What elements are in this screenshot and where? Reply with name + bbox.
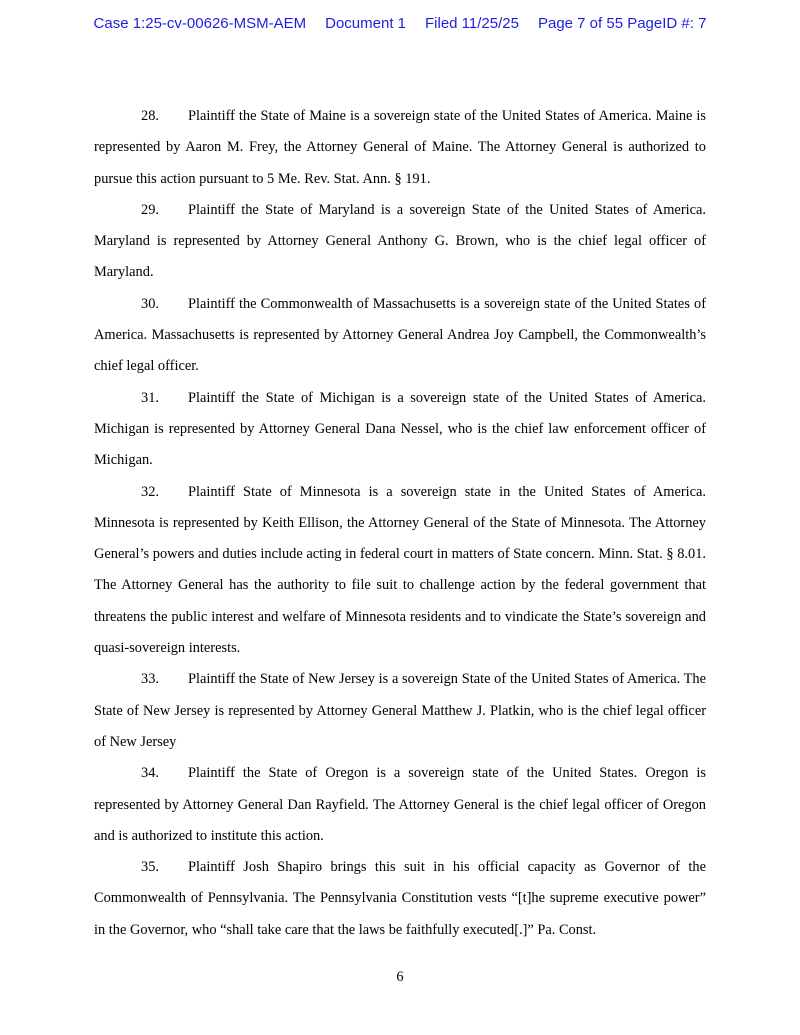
paragraph-30 xyxy=(94,289,706,383)
paragraph-31 xyxy=(94,383,706,477)
paragraph-text: Plaintiff State of Minnesota is a sovereign state in the United States of America. Minnesota is represented by Keith Ellison, the Attorney General of the State of Minnesota. The Attorney General’s powers and duties include acting in federal court in matters of State concern. Minn. Stat. § 8.01. The Attorney General has the authority to file suit to challenge action by the federal government that threatens the public interest and welfare of Minnesota residents and to vindicate the State’s sovereign and quasi-sovereign interests. xyxy=(94,483,706,657)
paragraph-number: 33. xyxy=(141,671,159,688)
filed-date: Filed 11/25/25 xyxy=(425,15,519,32)
paragraph-text: Plaintiff Josh Shapiro brings this suit in his official capacity as Governor of the Commonwealth of Pennsylvania. The Pennsylvania Constitution vests “[t]he supreme executive power” in the Governor, who “shall take care that the laws be faithfully executed[.]” Pa. Const. xyxy=(94,859,706,938)
paragraph-text: Plaintiff the State of Oregon is a sovereign state of the United States. Oregon is represented by Attorney General Dan Rayfield. The Attorney General is the chief legal officer of Oregon and is authorized to institute this action. xyxy=(94,765,706,844)
paragraph-number: 35. xyxy=(141,859,159,876)
document-body xyxy=(94,101,706,946)
document-number: Document 1 xyxy=(325,15,406,32)
paragraph-number: 32. xyxy=(141,483,159,500)
paragraph-number: 31. xyxy=(141,389,159,406)
paragraph-number: 29. xyxy=(141,201,159,218)
paragraph-32 xyxy=(94,477,706,665)
paragraph-text: Plaintiff the State of New Jersey is a sovereign State of the United States of America. The State of New Jersey is represented by Attorney General Matthew J. Platkin, who is the chief legal officer of New Jersey xyxy=(94,671,706,750)
paragraph-text: Plaintiff the Commonwealth of Massachusetts is a sovereign state of the United States of America. Massachusetts is represented by Attorney General Andrea Joy Campbell, the Commonwealth’s chief legal officer. xyxy=(94,295,706,375)
page-info: Page 7 of 55 PageID #: 7 xyxy=(537,15,707,32)
paragraph-text: Plaintiff the State of Maryland is a sovereign State of the United States of America. Maryland is represented by Attorney General Anthony G. Brown, who is the chief legal officer of Maryland. xyxy=(94,201,706,281)
paragraph-34 xyxy=(94,758,706,852)
case-header xyxy=(0,15,800,32)
paragraph-number: 28. xyxy=(141,108,159,124)
paragraph-text: Plaintiff the State of Michigan is a sovereign state of the United States of America. Michigan is represented by Attorney General Dana Nessel, who is the chief law enforcement officer of Michigan. xyxy=(94,389,706,469)
paragraph-number: 30. xyxy=(141,295,159,312)
paragraph-29 xyxy=(94,195,706,289)
paragraph-33 xyxy=(94,664,706,758)
case-number: Case 1:25-cv-00626-MSM-AEM xyxy=(93,15,307,32)
page-number: 6 xyxy=(396,969,404,985)
paragraph-text: Plaintiff the State of Maine is a sovereign state of the United States of America. Maine is represented by Aaron M. Frey, the Attorney General of Maine. The Attorney General is authorized to pursue this action pursuant to 5 Me. Rev. Stat. Ann. § 191. xyxy=(94,108,706,187)
paragraph-28 xyxy=(94,101,706,195)
paragraph-number: 34. xyxy=(141,765,159,782)
paragraph-35 xyxy=(94,852,706,946)
